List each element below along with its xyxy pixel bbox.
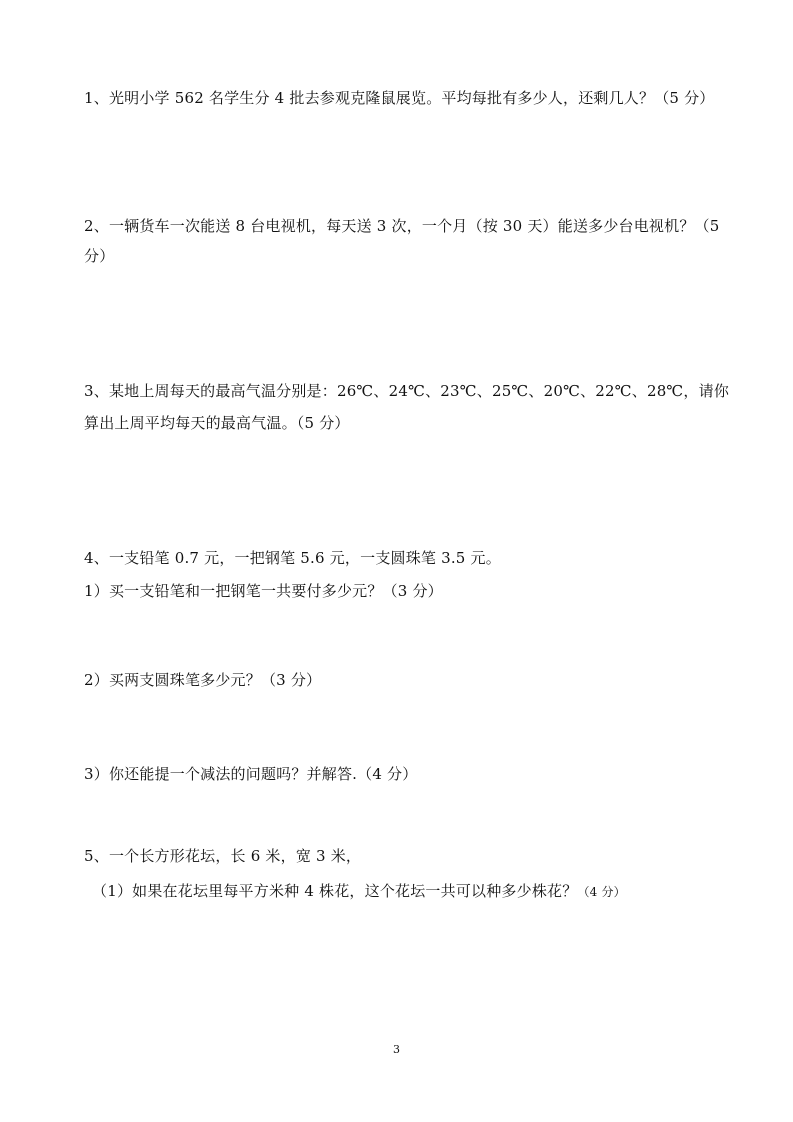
- question-5-sub-1-score: （4 分）: [577, 885, 626, 899]
- question-1: 1、光明小学 562 名学生分 4 批去参观克隆鼠展览。平均每批有多少人，还剩几人？（5 分）: [84, 89, 715, 107]
- question-5-sub-1: [92, 881, 626, 902]
- question-4-sub-3: 3）你还能提一个减法的问题吗？并解答.（4 分）: [84, 765, 418, 783]
- page-number: 3: [393, 1043, 400, 1056]
- question-2-line-2: 分）: [84, 247, 115, 265]
- question-3-line-2: 算出上周平均每天的最高气温。（5 分）: [84, 414, 350, 432]
- question-5-sub-1-text: （1）如果在花坛里每平方米种 4 株花，这个花坛一共可以种多少株花？: [92, 882, 578, 900]
- question-4-sub-1: 1）买一支铅笔和一把钢笔一共要付多少元？（3 分）: [84, 582, 443, 600]
- question-2-line-1: 2、一辆货车一次能送 8 台电视机，每天送 3 次，一个月（按 30 天）能送多少台电视机？（5: [84, 217, 720, 235]
- question-4-stem: 4、一支铅笔 0.7 元，一把钢笔 5.6 元，一支圆珠笔 3.5 元。: [84, 549, 501, 567]
- question-3-line-1: 3、某地上周每天的最高气温分别是：26℃、24℃、23℃、25℃、20℃、22℃、28℃，请你: [84, 382, 730, 400]
- question-5-stem: 5、一个长方形花坛，长 6 米，宽 3 米，: [84, 847, 362, 865]
- question-4-sub-2: 2）买两支圆珠笔多少元？（3 分）: [84, 671, 322, 689]
